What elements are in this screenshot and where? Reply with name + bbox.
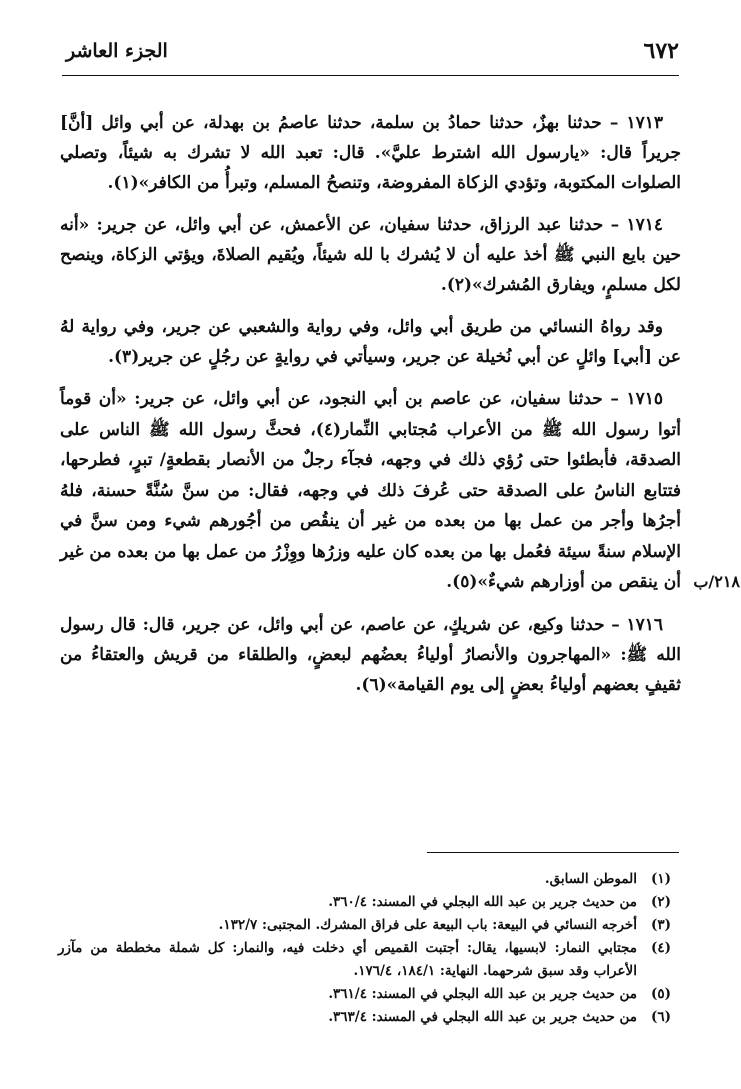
volume-title: الجزء العاشر <box>66 40 168 62</box>
footnote-text: من حديث جرير بن عبد الله البجلي في المسند: ٣٦٣/٤. <box>328 1009 637 1025</box>
footnote-number: (٥) <box>650 986 672 1002</box>
footnote-text: الموطن السابق. <box>544 871 637 887</box>
footnote-number: (٤) <box>650 940 672 956</box>
footnote <box>58 868 679 891</box>
footnote <box>58 914 679 937</box>
footnote <box>58 1006 679 1029</box>
commentary-paragraph: وقد رواهُ النسائي من طريق أبي وائل، وفي رواية والشعبي عن جرير، وفي رواية لهُ عن [أبي] وائلٍ عن أبي نُخيلة عن جرير، وسيأتي في روايةٍ عن رجُلٍ عن جرير(٣). <box>60 317 681 367</box>
footnote-rule <box>427 852 679 853</box>
hadith-1714: ١٧١٤ – حدثنا عبد الرزاق، حدثنا سفيان، عن الأعمش، عن أبي وائل، عن جرير: «أنه حين بايع النبي ﷺ أخذ عليه أن لا يُشرك با لله شيئاً، ويُقيم الصلاةَ، ويؤتي الزكاة، وينصح لكل مسلمٍ، ويفارق المُشرك»(٢). <box>60 215 681 295</box>
hadith-1713: ١٧١٣ – حدثنا بهزٌ، حدثنا حمادُ بن سلمة، حدثنا عاصمُ بن بهدلة، عن أبي وائل [أنَّ] جريراً قال: «يارسول الله اشترط عليَّ». قال: تعبد الله لا تشرك به شيئاً، وتصلي الصلوات المكتوبة، وتؤدي الزكاة المفروضة، وتنصحُ المسلم، وتبرأُ من الكافر»(١). <box>60 113 681 193</box>
footnote-text: أخرجه النسائي في البيعة: باب البيعة على فراق المشرك. المجتبى: ١٣٢/٧. <box>218 917 637 933</box>
running-header <box>66 38 679 68</box>
footnotes <box>58 868 679 1029</box>
page-number: ٦٧٢ <box>643 38 679 64</box>
footnote <box>58 983 679 1006</box>
footnote-number: (٣) <box>650 917 672 933</box>
footnote <box>58 891 679 914</box>
main-text <box>60 108 681 712</box>
footnote-number: (٦) <box>650 1009 672 1025</box>
header-rule <box>62 75 679 76</box>
hadith-1716: ١٧١٦ – حدثنا وكيع، عن شريكٍ، عن عاصم، عن أبي وائل، عن جرير، قال: قال رسول الله ﷺ: «المهاجرون والأنصارُ أولياءُ بعضُهم لبعضٍ، والطلقاء من قريش والعتقاءُ من ثقيفٍ بعضهم أولياءُ بعضٍ إلى يوم القيامة»(٦). <box>60 614 681 695</box>
manuscript-folio-marker: ٢١٨/ب <box>693 572 740 591</box>
footnote-text: مجتابي النمار: لابسيها، يقال: أجتبت القميص أي دخلت فيه، والنمار: كل شملة مخططة من مآزر الأعراب وقد سبق شرحهما. النهاية: ١٨٤/١، ١٧٦/٤. <box>58 940 637 979</box>
hadith-1715: ١٧١٥ – حدثنا سفيان، عن عاصم بن أبي النجود، عن أبي وائل، عن جرير: «أن قوماً أتوا رسول الله ﷺ من الأعراب مُجتابي النِّمار(٤)، فحثَّ رسول الله ﷺ الناس على الصدقة، فأبطئوا حتى رُؤي ذلك في وجهه، فجآء رجلٌ من الأنصار بقطعةٍ/ تبرٍ، فطرحها، فتتابع الناسُ على الصدقة حتى عُرفَ ذلك في وجهه، فقال: من سنَّ سُنَّةً حسنة، فلهُ أجرُها وأجر من عمل بها من بعده من غير أن ينقُص من أجُورهم شيء ومن سنَّ في الإسلام سنةً سيئة فعُمل بها من بعده كان عليه وزرُها ووِزْرُ من عمل بها من بعده من غير أن ينقص من أوزارهم شيءٌ»(٥). <box>60 389 681 592</box>
footnote-number: (١) <box>650 871 672 887</box>
footnote-number: (٢) <box>650 894 672 910</box>
footnote-text: من حديث جرير بن عبد الله البجلي في المسند: ٣٦٠/٤. <box>328 894 637 910</box>
footnote <box>58 937 679 983</box>
footnote-text: من حديث جرير بن عبد الله البجلي في المسند: ٣٦١/٤. <box>328 986 637 1002</box>
